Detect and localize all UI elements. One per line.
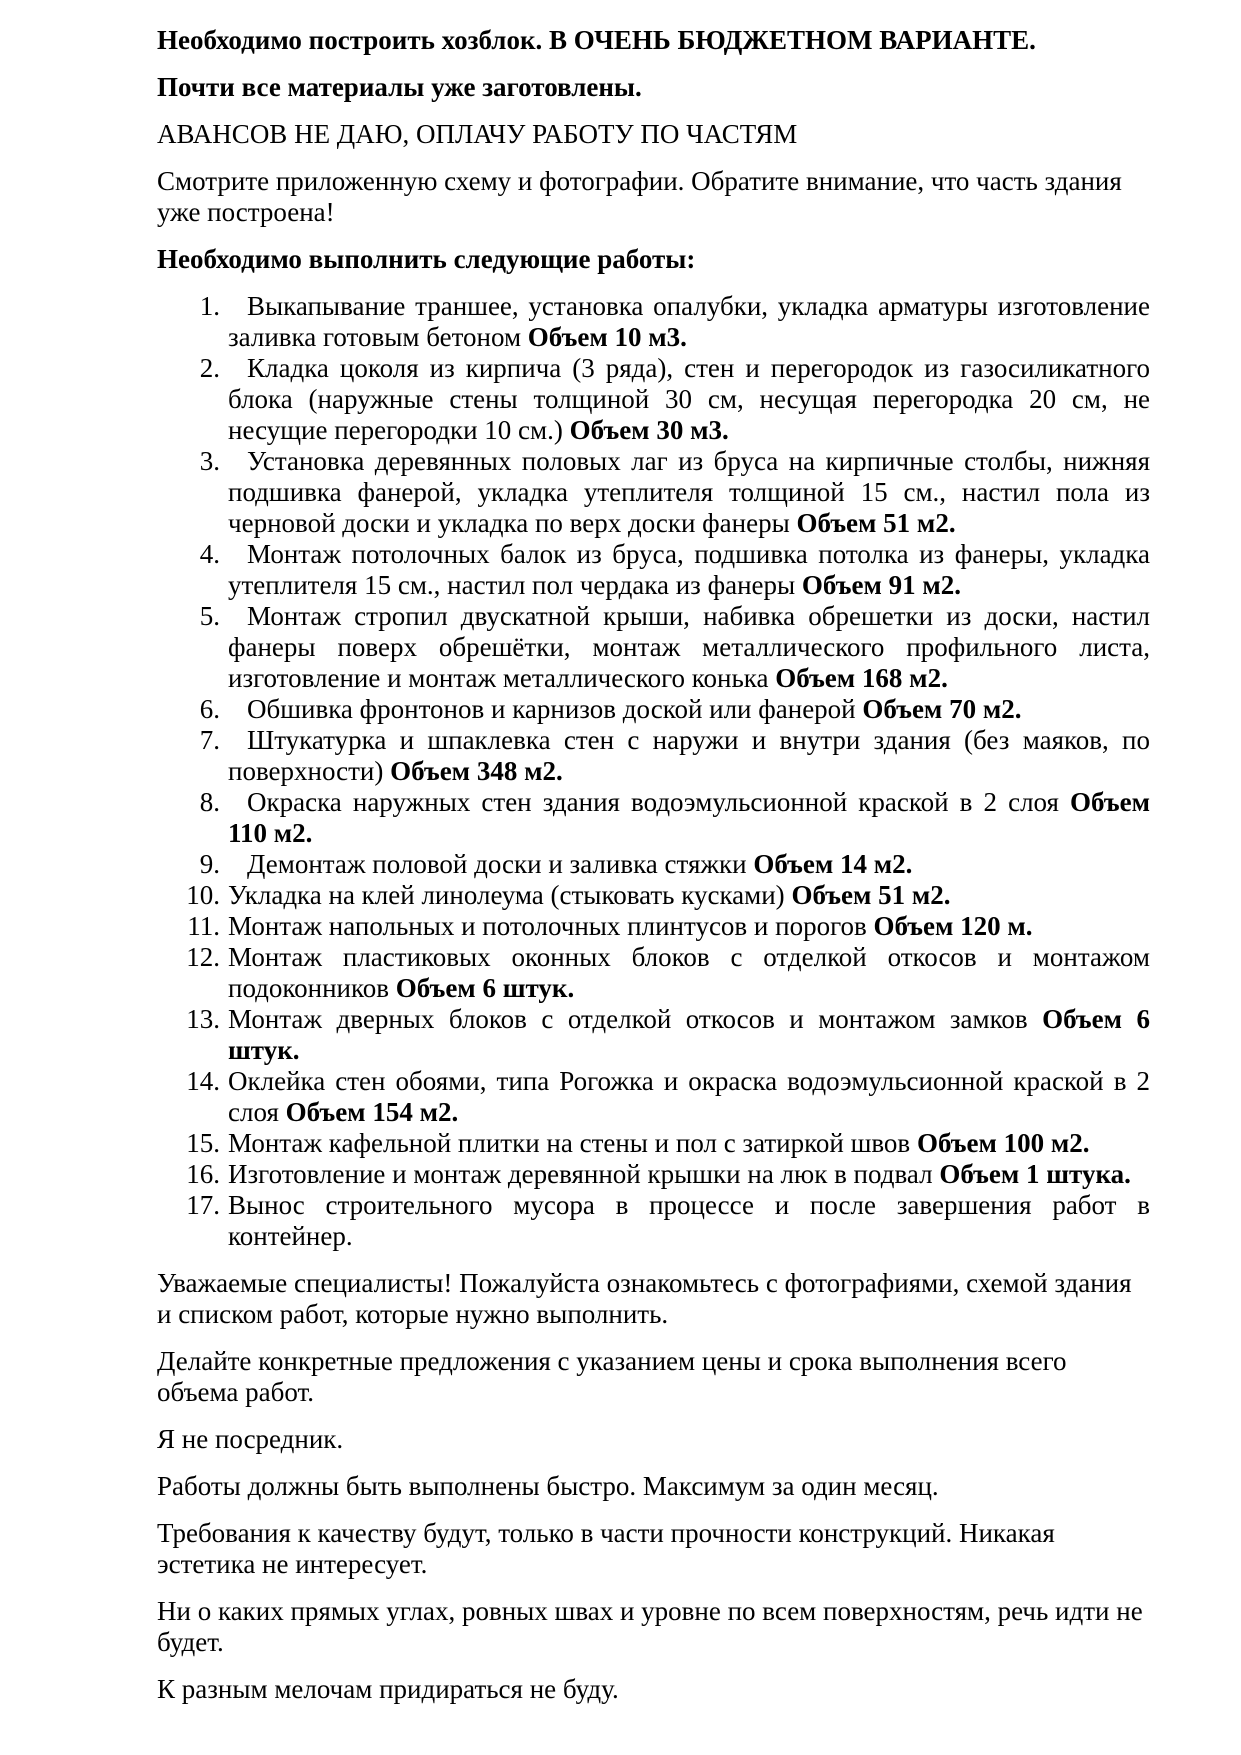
work-item-10 (157, 880, 1150, 911)
item-number: 12. (186, 942, 220, 972)
work-item-2 (157, 353, 1150, 446)
outro-paragraph-specialists: Уважаемые специалисты! Пожалуйста ознакомьтесь с фотографиями, схемой здания и списком работ, которые нужно выполнить. (157, 1268, 1132, 1329)
item-text: Укладка на клей линолеума (стыковать кусками) (228, 880, 785, 910)
work-item-5 (157, 601, 1150, 694)
item-text: Обшивка фронтонов и карнизов доской или фанерой (247, 694, 856, 724)
work-item-12 (157, 942, 1150, 1004)
outro-paragraph-quality: Требования к качеству будут, только в части прочности конструкций. Никакая эстетика не интересует. (157, 1518, 1055, 1579)
work-item-8 (157, 787, 1150, 849)
item-text: Вынос строительного мусора в процессе и после завершения работ в контейнер. (228, 1190, 1150, 1251)
item-volume: Объем 154 м2. (285, 1097, 459, 1127)
item-text: Кладка цоколя из кирпича (3 ряда), стен и перегородок из газосиликатного блока (наружные стены толщиной 30 см, несущая перегородка 20 см, не несущие перегородки 10 см.) (228, 353, 1150, 445)
work-item-3 (157, 446, 1150, 539)
outro-paragraph-offers: Делайте конкретные предложения с указанием цены и срока выполнения всего объема работ. (157, 1346, 1067, 1407)
item-number: 15. (186, 1128, 220, 1158)
item-number: 8. (199, 787, 220, 817)
item-text: Установка деревянных половых лаг из бруса на кирпичные столбы, нижняя подшивка фанерой, укладка утеплителя толщиной 15 см., настил пола из черновой доски и укладка по верх доски фанеры (228, 446, 1150, 538)
item-text: Выкапывание траншее, установка опалубки, укладка арматуры изготовление заливка готовым бетоном (228, 291, 1150, 352)
item-number: 17. (186, 1190, 220, 1220)
item-number: 4. (199, 539, 220, 569)
item-volume: Объем 30 м3. (569, 415, 729, 445)
item-text: Монтаж пластиковых оконных блоков с отделкой откосов и монтажом подоконников (228, 942, 1150, 1003)
intro-paragraph-scheme: Смотрите приложенную схему и фотографии. Обратите внимание, что часть здания уже построена! (157, 166, 1122, 227)
item-volume: Объем 91 м2. (801, 570, 961, 600)
item-volume: Объем 348 м2. (390, 756, 563, 786)
list-heading: Необходимо выполнить следующие работы: (157, 244, 696, 274)
item-number: 5. (199, 601, 220, 631)
item-volume: Объем 6 штук. (228, 1004, 1150, 1065)
item-number: 3. (199, 446, 220, 476)
work-item-11 (157, 911, 1150, 942)
item-number: 14. (186, 1066, 220, 1096)
intro-paragraph-payment: АВАНСОВ НЕ ДАЮ, ОПЛАЧУ РАБОТУ ПО ЧАСТЯМ (157, 119, 798, 149)
item-number: 1. (199, 291, 220, 321)
outro-paragraph-deadline: Работы должны быть выполнены быстро. Максимум за один месяц. (157, 1471, 939, 1501)
item-number: 16. (186, 1159, 220, 1189)
work-item-14 (157, 1066, 1150, 1128)
item-number: 7. (199, 725, 220, 755)
work-item-9 (157, 849, 1150, 880)
work-items-list (157, 291, 1150, 1252)
item-volume: Объем 100 м2. (916, 1128, 1090, 1158)
item-number: 10. (186, 880, 220, 910)
item-text: Монтаж напольных и потолочных плинтусов и порогов (228, 911, 867, 941)
item-text: Окраска наружных стен здания водоэмульсионной краской в 2 слоя (247, 787, 1059, 817)
work-item-6 (157, 694, 1150, 725)
work-item-17 (157, 1190, 1150, 1252)
outro-paragraph-details: К разным мелочам придираться не буду. (157, 1674, 619, 1704)
item-number: 9. (199, 849, 220, 879)
item-volume: Объем 168 м2. (775, 663, 948, 693)
item-text: Демонтаж половой доски и заливка стяжки (247, 849, 747, 879)
intro-paragraph-title: Необходимо построить хозблок. В ОЧЕНЬ БЮДЖЕТНОМ ВАРИАНТЕ. (157, 25, 1036, 55)
item-text: Монтаж дверных блоков с отделкой откосов и монтажом замков (228, 1004, 1028, 1034)
outro-paragraph-angles: Ни о каких прямых углах, ровных швах и уровне по всем поверхностям, речь идти не будет. (157, 1596, 1143, 1657)
item-text: Штукатурка и шпаклевка стен с наружи и внутри здания (без маяков, по поверхности) (228, 725, 1150, 786)
item-number: 13. (186, 1004, 220, 1034)
item-volume: Объем 51 м2. (796, 508, 956, 538)
work-item-1 (157, 291, 1150, 353)
item-number: 6. (199, 694, 220, 724)
outro-paragraph-middleman: Я не посредник. (157, 1424, 344, 1454)
item-volume: Объем 110 м2. (228, 787, 1150, 848)
work-item-4 (157, 539, 1150, 601)
item-volume: Объем 6 штук. (395, 973, 575, 1003)
item-volume: Объем 10 м3. (527, 322, 687, 352)
item-volume: Объем 51 м2. (791, 880, 951, 910)
work-item-16 (157, 1159, 1150, 1190)
item-number: 11. (187, 911, 220, 941)
item-volume: Объем 120 м. (873, 911, 1033, 941)
item-text: Изготовление и монтаж деревянной крышки на люк в подвал (228, 1159, 933, 1189)
intro-paragraph-materials: Почти все материалы уже заготовлены. (157, 72, 642, 102)
item-number: 2. (199, 353, 220, 383)
item-volume: Объем 70 м2. (862, 694, 1022, 724)
item-volume: Объем 1 штука. (939, 1159, 1131, 1189)
item-text: Монтаж кафельной плитки на стены и пол с затиркой швов (228, 1128, 911, 1158)
item-text: Монтаж стропил двускатной крыши, набивка обрешетки из доски, настил фанеры поверх обрешётки, монтаж металлического профильного листа, изготовление и монтаж металлического конька (228, 601, 1150, 693)
work-item-7 (157, 725, 1150, 787)
work-item-13 (157, 1004, 1150, 1066)
item-volume: Объем 14 м2. (753, 849, 913, 879)
work-item-15 (157, 1128, 1150, 1159)
item-text: Оклейка стен обоями, типа Рогожка и окраска водоэмульсионной краской в 2 слоя (228, 1066, 1150, 1127)
item-text: Монтаж потолочных балок из бруса, подшивка потолка из фанеры, укладка утеплителя 15 см., настил пол чердака из фанеры (228, 539, 1150, 600)
